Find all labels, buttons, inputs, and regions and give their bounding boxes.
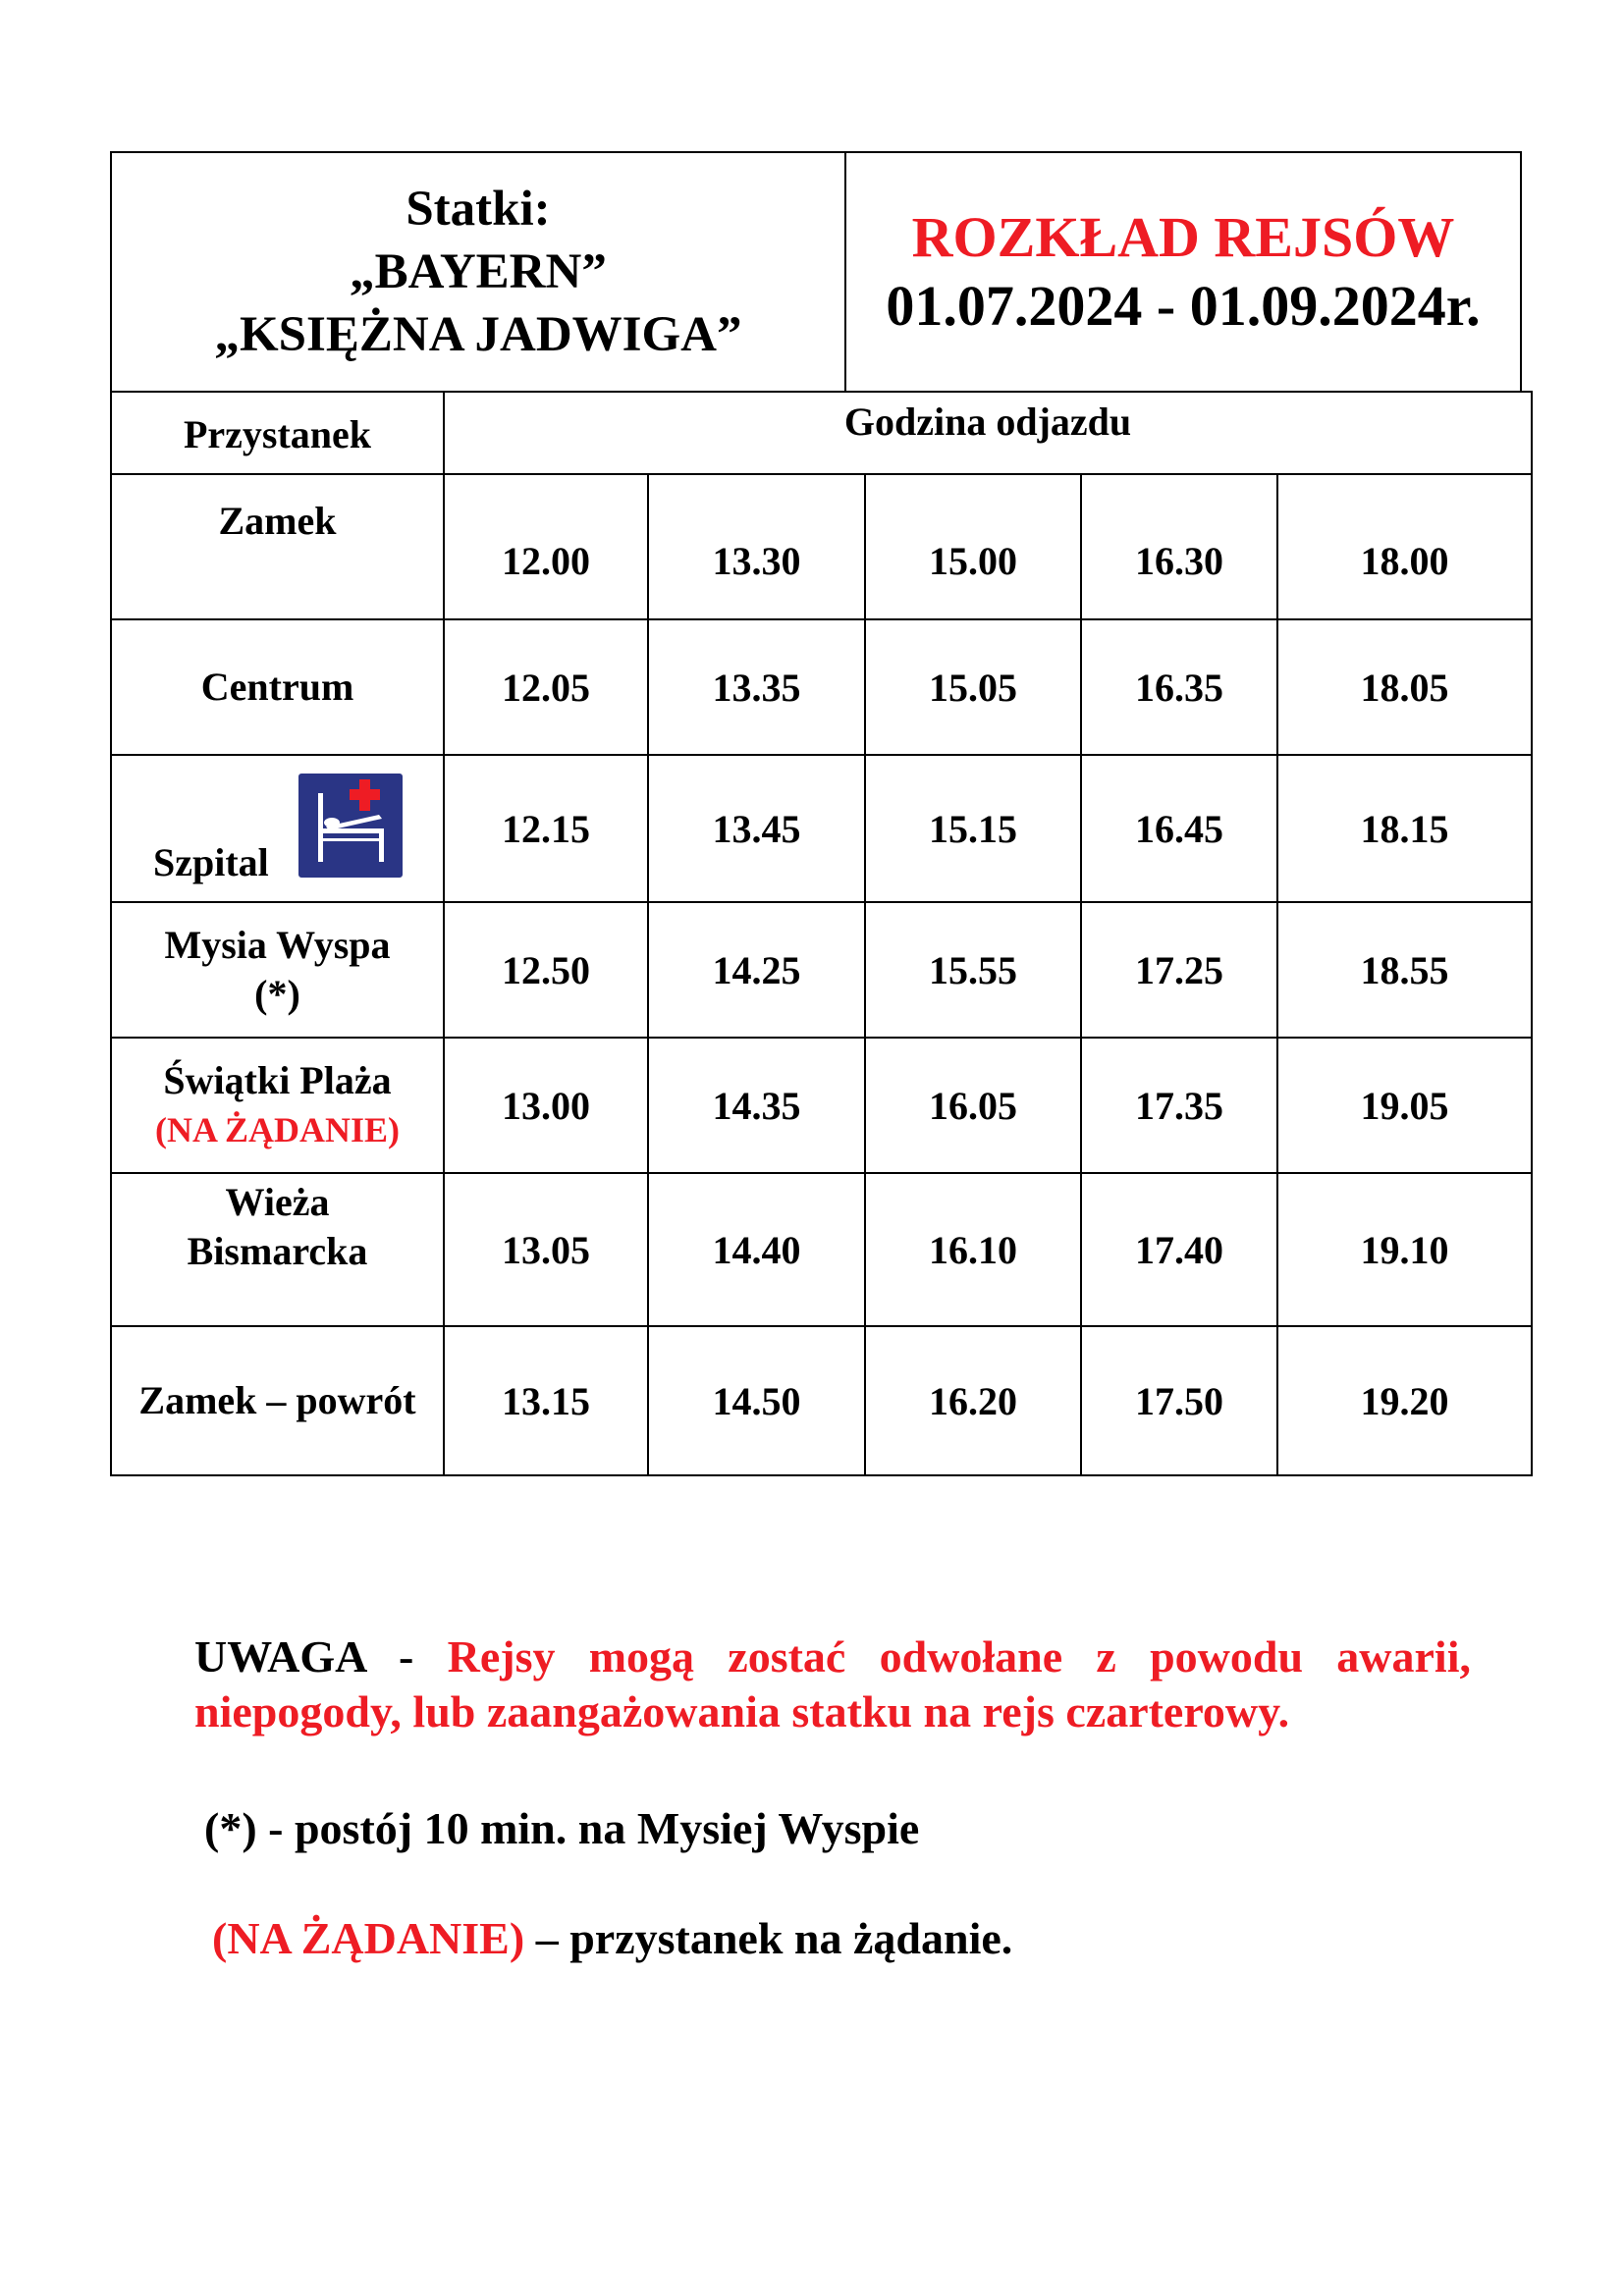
stop-cell <box>111 1038 444 1173</box>
departure-time: 16.35 <box>1081 619 1277 755</box>
ships-label: Statki: <box>406 182 551 237</box>
table-row <box>111 474 1532 619</box>
departure-time: 17.40 <box>1081 1173 1277 1326</box>
ship-name-1: „BAYERN” <box>350 244 607 299</box>
departure-time: 12.00 <box>444 474 648 619</box>
departure-time: 15.15 <box>865 755 1081 902</box>
table-row <box>111 1173 1532 1326</box>
departure-time: 15.00 <box>865 474 1081 619</box>
schedule-header <box>844 151 1522 393</box>
stop-note: (*) <box>254 972 300 1016</box>
warning-note <box>194 1629 1471 1739</box>
departure-time: 15.55 <box>865 902 1081 1038</box>
departure-time: 13.35 <box>648 619 865 755</box>
departure-time: 16.10 <box>865 1173 1081 1326</box>
stop-name: Centrum <box>111 619 444 755</box>
departure-time: 14.40 <box>648 1173 865 1326</box>
stop-name: Szpital <box>153 840 269 884</box>
schedule-title: ROZKŁAD REJSÓW <box>911 205 1455 269</box>
departure-time: 14.35 <box>648 1038 865 1173</box>
departure-time: 16.05 <box>865 1038 1081 1173</box>
stop-name: Zamek – powrót <box>111 1326 444 1475</box>
departure-time: 13.45 <box>648 755 865 902</box>
departure-time: 13.15 <box>444 1326 648 1475</box>
departure-time: 12.50 <box>444 902 648 1038</box>
warning-text: Rejsy mogą zostać odwołane z powodu awarii, niepogody, lub zaangażowania statku na rejs czarterowy. <box>194 1631 1471 1736</box>
departure-time: 18.15 <box>1277 755 1532 902</box>
date-range: 01.07.2024 - 01.09.2024r. <box>886 274 1481 338</box>
stop-name: Zamek <box>111 474 444 619</box>
on-request-legend <box>212 1912 1012 1964</box>
stop-name-line2: Bismarcka <box>187 1229 368 1273</box>
table-header-row <box>111 392 1532 474</box>
ship-name-2: „KSIĘŻNA JADWIGA” <box>214 307 742 362</box>
table-row <box>111 755 1532 902</box>
departure-time: 19.05 <box>1277 1038 1532 1173</box>
departure-time: 17.50 <box>1081 1326 1277 1475</box>
on-request-text: – przystanek na żądanie. <box>524 1913 1013 1963</box>
stop-cell <box>111 1173 444 1326</box>
departure-time: 14.25 <box>648 902 865 1038</box>
asterisk-note: (*) - postój 10 min. na Mysiej Wyspie <box>204 1803 920 1853</box>
on-request-label: (NA ŻĄDANIE) <box>212 1913 525 1963</box>
stop-cell <box>111 902 444 1038</box>
departure-time: 18.55 <box>1277 902 1532 1038</box>
departure-time: 15.05 <box>865 619 1081 755</box>
departure-time: 16.45 <box>1081 755 1277 902</box>
warning-label: UWAGA - <box>194 1631 448 1682</box>
hospital-bed-icon <box>297 772 405 891</box>
stop-cell-hospital <box>111 755 444 902</box>
departure-time: 13.05 <box>444 1173 648 1326</box>
departure-time: 17.25 <box>1081 902 1277 1038</box>
schedule-table <box>110 391 1533 1476</box>
stop-name: Mysia Wyspa <box>164 923 391 967</box>
stop-name: Wieża <box>225 1180 330 1224</box>
departure-time: 19.20 <box>1277 1326 1532 1475</box>
departure-time: 16.30 <box>1081 474 1277 619</box>
departure-time: 16.20 <box>865 1326 1081 1475</box>
departure-time: 19.10 <box>1277 1173 1532 1326</box>
table-row <box>111 1326 1532 1475</box>
departure-time: 18.05 <box>1277 619 1532 755</box>
departure-time: 18.00 <box>1277 474 1532 619</box>
column-header-times: Godzina odjazdu <box>444 392 1532 474</box>
table-row <box>111 619 1532 755</box>
column-header-stop: Przystanek <box>111 392 444 474</box>
departure-time: 17.35 <box>1081 1038 1277 1173</box>
departure-time: 12.05 <box>444 619 648 755</box>
departure-time: 13.30 <box>648 474 865 619</box>
departure-time: 13.00 <box>444 1038 648 1173</box>
departure-time: 14.50 <box>648 1326 865 1475</box>
ships-header <box>110 151 846 393</box>
on-request-note: (NA ŻĄDANIE) <box>154 1110 400 1149</box>
stop-name: Świątki Plaża <box>163 1058 392 1102</box>
departure-time: 12.15 <box>444 755 648 902</box>
table-row <box>111 902 1532 1038</box>
table-row <box>111 1038 1532 1173</box>
